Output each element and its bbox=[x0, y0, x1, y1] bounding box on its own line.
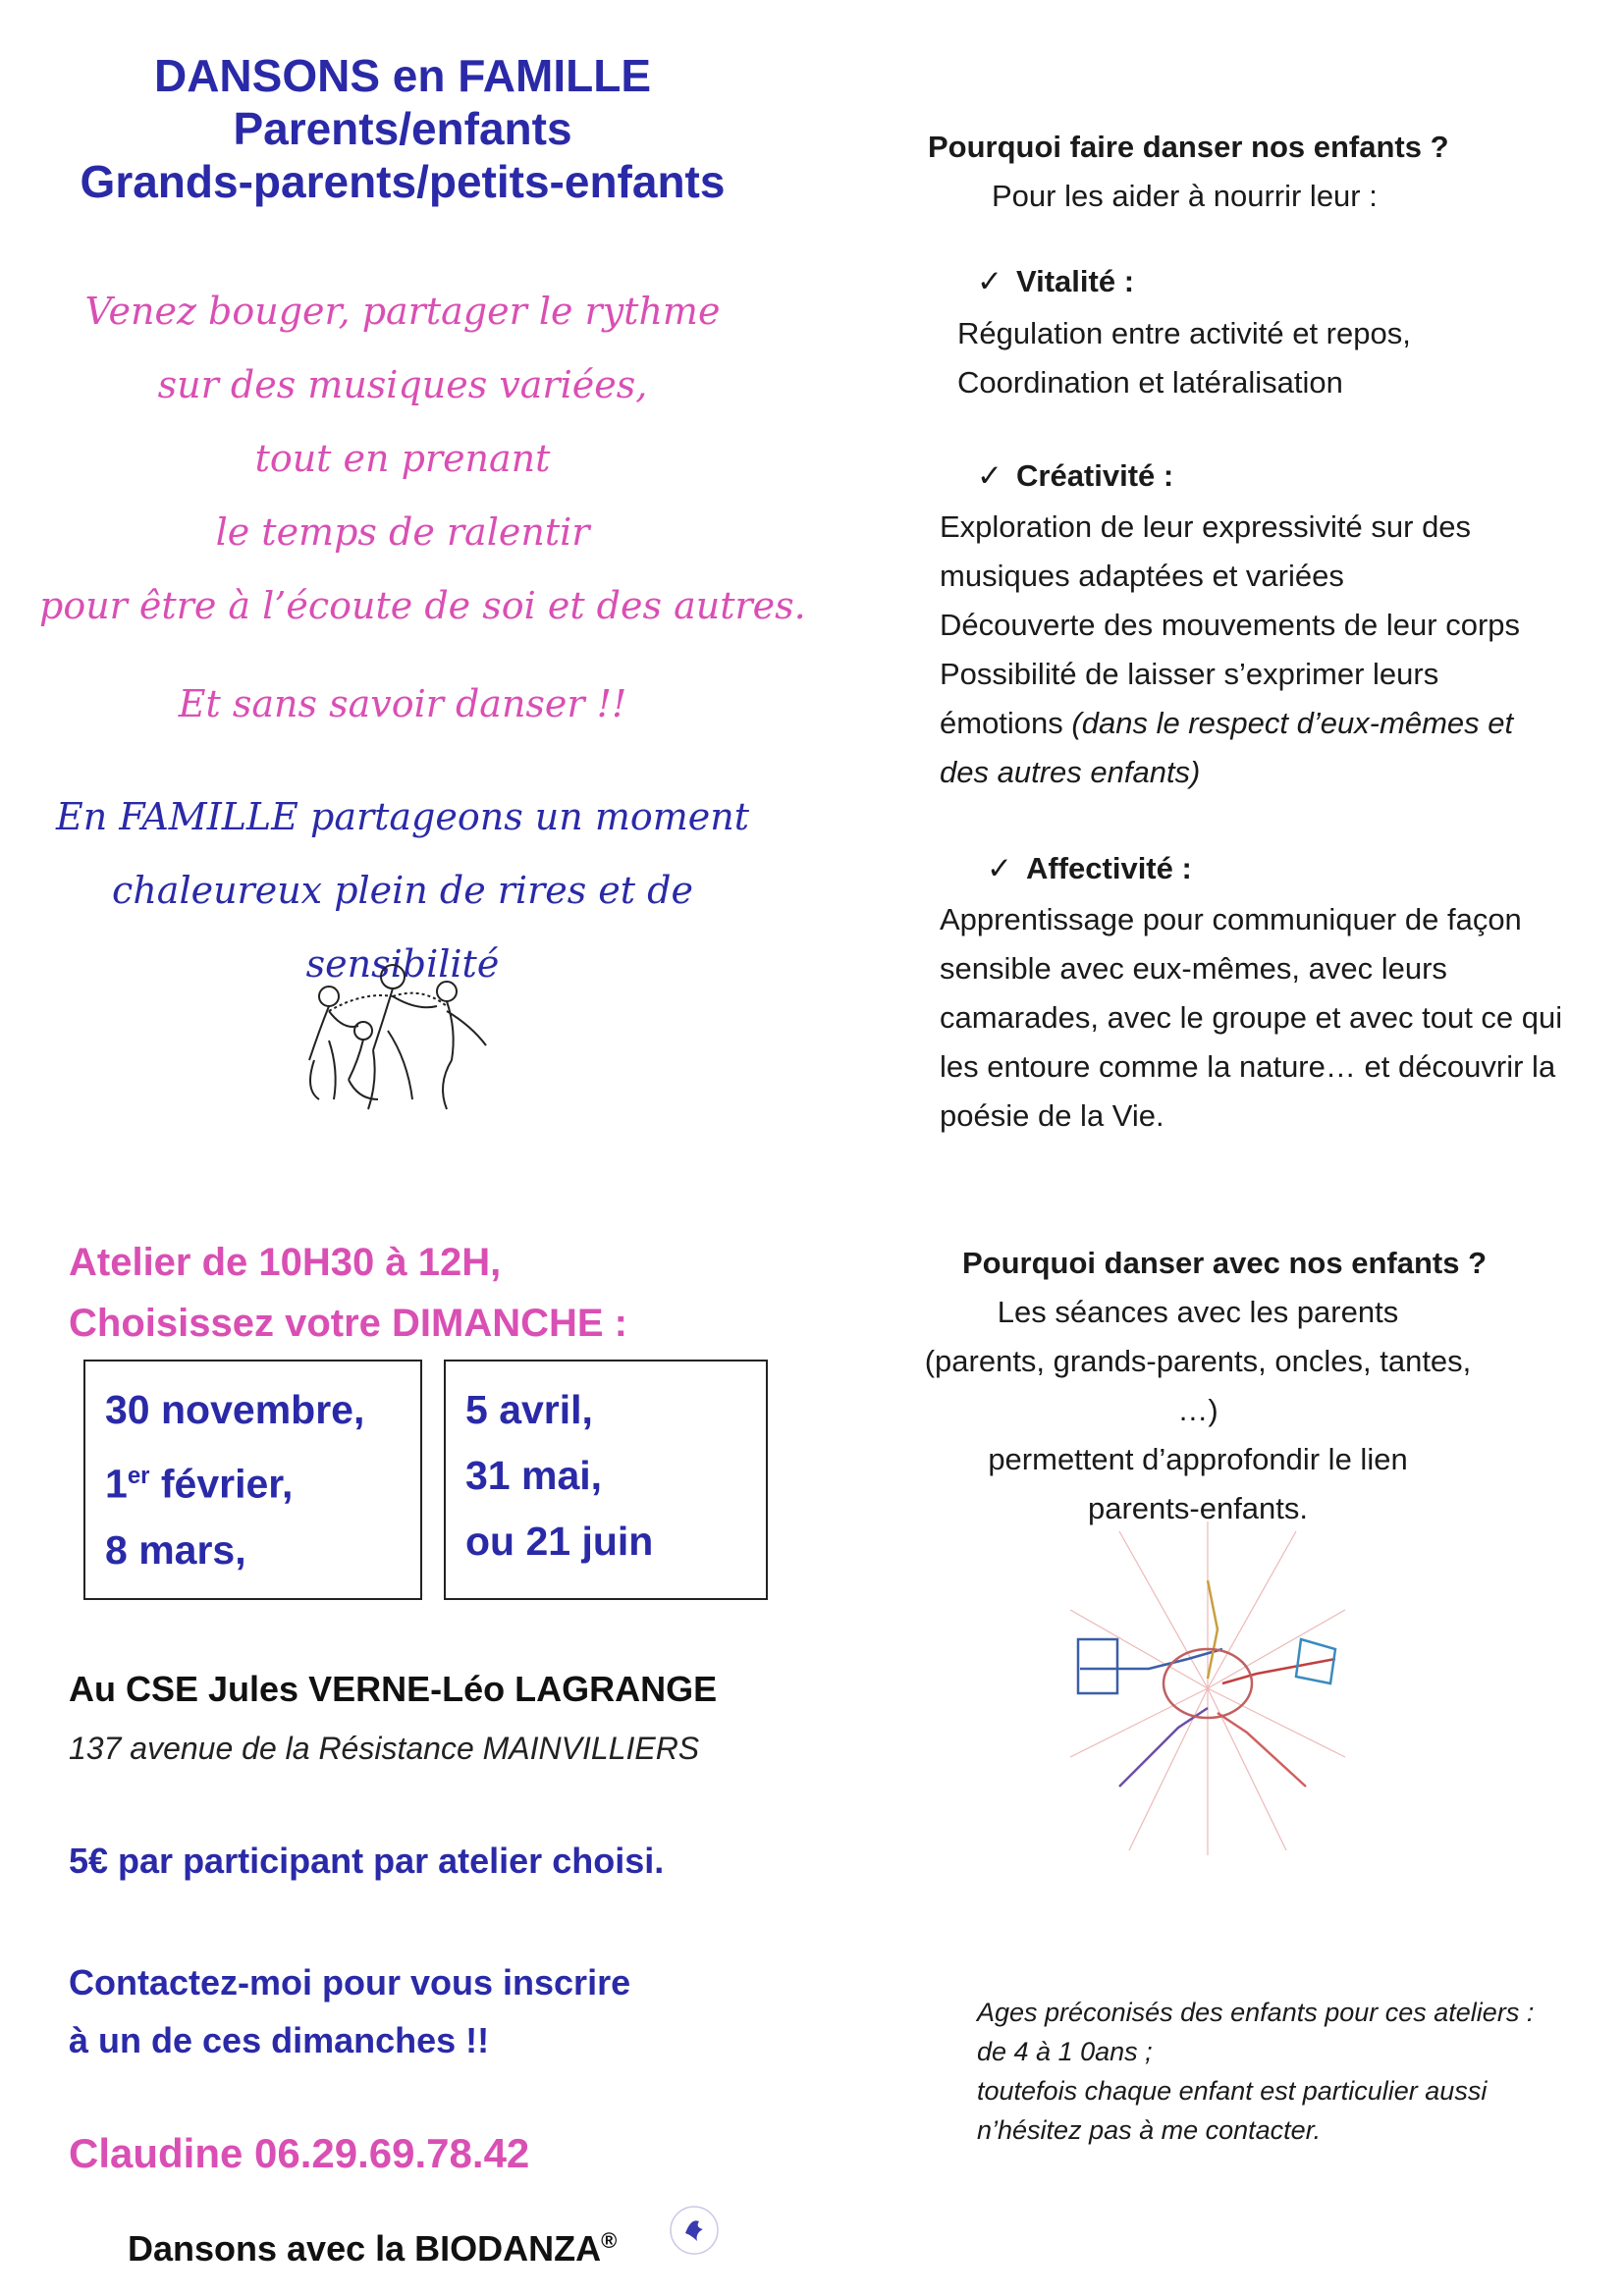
vitalite-line: Coordination et latéralisation bbox=[957, 365, 1343, 400]
date-box-2 bbox=[444, 1360, 768, 1600]
creativite-line bbox=[940, 699, 1520, 748]
contact-line: Contactez-moi pour vous inscrire bbox=[69, 1962, 631, 2002]
creativite-line: musiques adaptées et variées bbox=[940, 559, 1344, 593]
footer-label: Dansons avec la BIODANZA bbox=[128, 2228, 602, 2269]
ages-line: Ages préconisés des enfants pour ces ateliers : bbox=[977, 1998, 1535, 2027]
date-item: 31 mai, bbox=[465, 1453, 603, 1498]
date-item: ou 21 juin bbox=[465, 1519, 654, 1564]
famille-line: En FAMILLE partageons un moment bbox=[55, 795, 750, 838]
no-dance-text: Et sans savoir danser !! bbox=[178, 682, 627, 725]
creativite-line: Possibilité de laisser s’exprimer leurs bbox=[940, 657, 1439, 691]
pitch-line: pour être à l’écoute de soi et des autres. bbox=[39, 584, 806, 627]
affectivite-line: poésie de la Vie. bbox=[940, 1098, 1164, 1133]
question-2-line: parents-enfants. bbox=[1087, 1491, 1309, 1525]
joined-hands-illustration bbox=[1060, 1512, 1355, 1865]
affectivite-line: sensible avec eux-mêmes, avec leurs bbox=[940, 951, 1447, 986]
venue-address: 137 avenue de la Résistance MAINVILLIERS bbox=[69, 1731, 700, 1766]
date-item: 30 novembre, bbox=[105, 1387, 365, 1432]
price-text: 5€ par participant par atelier choisi. bbox=[69, 1841, 665, 1881]
affectivite-label: Affectivité : bbox=[1026, 851, 1192, 885]
ages-line: n’hésitez pas à me contacter. bbox=[977, 2115, 1322, 2145]
question-1-sub: Pour les aider à nourrir leur : bbox=[992, 179, 1378, 213]
affectivite-line: les entoure comme la nature… et découvrir la bbox=[940, 1049, 1556, 1084]
question-2-text bbox=[923, 1288, 1473, 1533]
contact-line: à un de ces dimanches !! bbox=[69, 2020, 490, 2060]
pitch-line: sur des musiques variées, bbox=[157, 363, 648, 406]
vitalite-text bbox=[957, 309, 1411, 407]
check-icon: ✓ bbox=[987, 851, 1012, 885]
check-icon: ✓ bbox=[977, 264, 1002, 298]
creativite-line: Découverte des mouvements de leur corps bbox=[940, 608, 1521, 642]
title-line-1: DANSONS en FAMILLE bbox=[153, 50, 652, 101]
vitalite-label: Vitalité : bbox=[1016, 264, 1135, 298]
date-month: février, bbox=[149, 1461, 294, 1507]
date-box-1 bbox=[83, 1360, 422, 1600]
pitch-text bbox=[39, 275, 806, 643]
question-2: Pourquoi danser avec nos enfants ? bbox=[962, 1246, 1488, 1280]
creativite-label: Créativité : bbox=[1016, 458, 1174, 493]
phone-contact: Claudine 06.29.69.78.42 bbox=[69, 2130, 530, 2176]
pitch-line: Venez bouger, partager le rythme bbox=[84, 290, 721, 333]
atelier-time: Atelier de 10H30 à 12H, bbox=[69, 1241, 502, 1284]
affectivite-text bbox=[940, 895, 1562, 1141]
question-2-line: permettent d’approfondir le lien bbox=[988, 1442, 1408, 1476]
creativite-text bbox=[940, 503, 1520, 797]
title-line-2: Parents/enfants bbox=[233, 103, 572, 154]
venue-name: Au CSE Jules VERNE-Léo LAGRANGE bbox=[69, 1669, 718, 1709]
question-2-line: Les séances avec les parents bbox=[997, 1295, 1399, 1329]
footer-text bbox=[128, 2228, 617, 2269]
ages-note bbox=[977, 1993, 1534, 2150]
ages-line: de 4 à 1 0ans ; bbox=[977, 2037, 1153, 2066]
title-line-3: Grands-parents/petits-enfants bbox=[80, 156, 726, 207]
registered-mark: ® bbox=[601, 2228, 618, 2253]
date-day: 1 bbox=[105, 1461, 128, 1507]
creativite-title bbox=[977, 452, 1173, 501]
pitch-line: le temps de ralentir bbox=[215, 510, 590, 554]
date-item bbox=[105, 1443, 401, 1518]
creativite-line: Exploration de leur expressivité sur des bbox=[940, 509, 1472, 544]
date-item: 5 avril, bbox=[465, 1387, 593, 1432]
dancers-illustration bbox=[290, 952, 515, 1119]
biodanza-logo-icon bbox=[668, 2204, 721, 2257]
title-block bbox=[39, 49, 766, 208]
affectivite-line: Apprentissage pour communiquer de façon bbox=[940, 902, 1522, 936]
pitch-line: tout en prenant bbox=[254, 437, 551, 480]
affectivite-line: camarades, avec le groupe et avec tout ce qui bbox=[940, 1000, 1563, 1035]
vitalite-line: Régulation entre activité et repos, bbox=[957, 316, 1411, 350]
affectivite-title bbox=[987, 844, 1192, 893]
emotions-word: émotions bbox=[940, 706, 1072, 740]
contact-text bbox=[69, 1953, 630, 2069]
date-item: 8 mars, bbox=[105, 1526, 246, 1573]
atelier-info bbox=[69, 1232, 627, 1354]
date-ordinal: er bbox=[127, 1463, 150, 1489]
creativite-line: des autres enfants) bbox=[940, 755, 1201, 789]
ages-line: toutefois chaque enfant est particulier aussi bbox=[977, 2076, 1488, 2106]
check-icon: ✓ bbox=[977, 458, 1002, 493]
famille-line: chaleureux plein de rires et de sensibilité bbox=[112, 869, 693, 986]
vitalite-title bbox=[977, 257, 1134, 306]
question-2-line: (parents, grands-parents, oncles, tantes, …) bbox=[924, 1344, 1472, 1427]
atelier-choose: Choisissez votre DIMANCHE : bbox=[69, 1302, 627, 1345]
emotions-italic: (dans le respect d’eux-mêmes et bbox=[1071, 706, 1514, 740]
question-1: Pourquoi faire danser nos enfants ? bbox=[928, 130, 1449, 164]
